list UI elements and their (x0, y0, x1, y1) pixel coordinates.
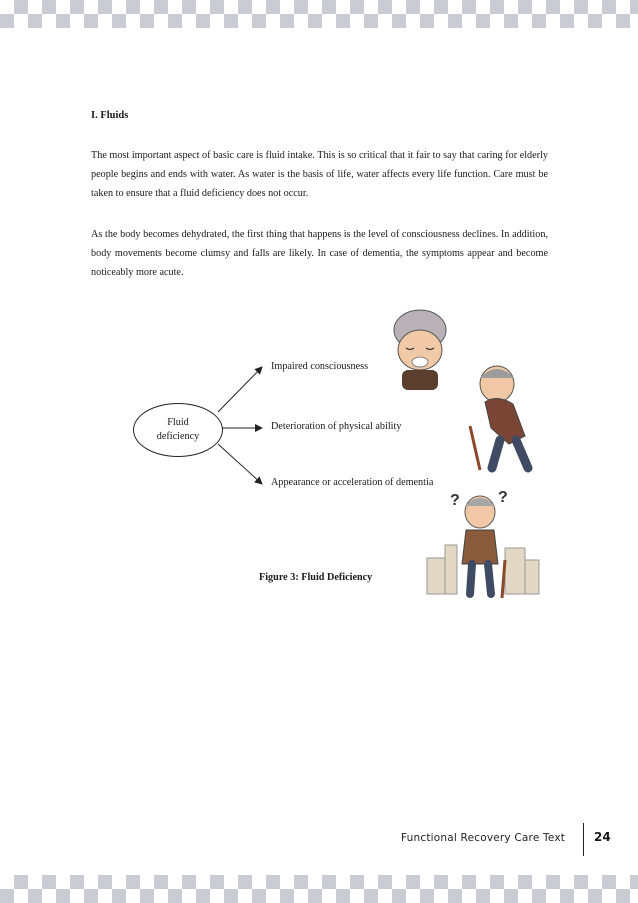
fluid-node-line1: Fluid (167, 417, 189, 428)
page-number: 24 (594, 830, 611, 844)
section-heading: I. Fluids (91, 110, 129, 121)
bottom-checker-border (0, 875, 638, 903)
paragraph-fluid-intake: The most important aspect of basic care is fluid intake. This is so critical that it fair to say that caring for elderly people begins and ends with water. As water is the basis of life, water affects every life function. Care must be taken to ensure that a fluid deficiency does not occur. (91, 150, 548, 199)
svg-text:?: ? (450, 492, 460, 509)
paragraph-dehydration: As the body becomes dehydrated, the first thing that happens is the level of consciousness declines. In addition, body movements become clumsy and falls are likely. In case of dementia, the symptoms appear and become noticeably more acute. (91, 229, 548, 278)
effect-dementia: Appearance or acceleration of dementia (271, 477, 434, 488)
fluid-deficiency-node (133, 403, 223, 457)
elderly-person-with-cane-icon (470, 366, 528, 470)
fluid-node-line2: deficiency (156, 431, 200, 442)
arrow-to-consciousness (218, 367, 262, 412)
footer-title: Functional Recovery Care Text (401, 832, 566, 844)
arrow-to-dementia (218, 444, 262, 484)
svg-text:?: ? (498, 489, 508, 506)
effect-impaired-consciousness: Impaired consciousness (271, 361, 369, 372)
confused-elderly-person-icon (427, 489, 539, 598)
elderly-drowsy-person-icon (394, 310, 446, 390)
figure-caption: Figure 3: Fluid Deficiency (259, 572, 373, 583)
footer-divider (583, 823, 584, 856)
effect-physical-ability: Deterioration of physical ability (271, 421, 402, 432)
